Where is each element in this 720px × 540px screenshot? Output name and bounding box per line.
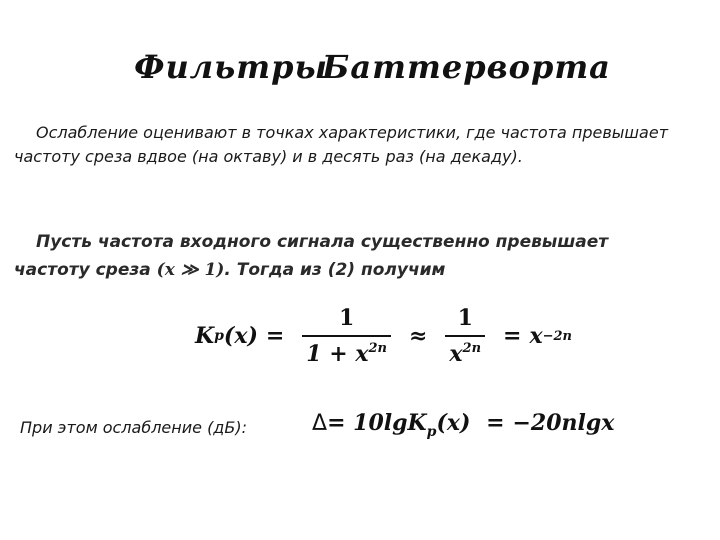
- title-part-2: Баттерворта: [322, 48, 611, 86]
- formula2-equals-2: =: [486, 410, 505, 436]
- formula2-part1-sub: p: [426, 424, 437, 440]
- formula2-delta: Δ: [312, 411, 328, 436]
- formula1-rhs-base: x: [529, 323, 543, 349]
- paragraph-high-frequency: [14, 228, 654, 284]
- condition-math: (x ≫ 1): [156, 260, 225, 280]
- paragraph-2-text-after: . Тогда из (2) получим: [224, 260, 446, 280]
- title-part-1: Фильтры: [134, 48, 329, 86]
- formula1-lhs-sub: p: [214, 328, 224, 344]
- fraction-2-den-exp: 2n: [462, 341, 482, 356]
- formula2-equals: =: [327, 410, 346, 436]
- transfer-approximation-formula: [195, 296, 572, 376]
- fraction-2-numerator: 1: [457, 305, 473, 331]
- formula1-lhs: K: [195, 323, 215, 349]
- formula1-lhs-arg: (x): [223, 323, 258, 349]
- fraction-1-den-exp: 2n: [368, 341, 387, 356]
- paragraph-1-text: Ослабление оценивают в точках характеристики, где частота превышает частоту среза вдвое (на октаву) и в десять раз (на декаду).: [14, 123, 669, 166]
- formula1-approx: ≈: [408, 323, 428, 349]
- formula2-rhs: −20nlgx: [512, 410, 615, 436]
- formula2-part1-arg: (x): [436, 410, 471, 436]
- formula1-equals-2: =: [503, 323, 522, 349]
- formula1-equals: =: [265, 323, 285, 349]
- fraction-1-den-base: 1 + x: [306, 341, 369, 367]
- slide-title: [0, 48, 720, 86]
- formula1-rhs-exp: −2n: [542, 328, 572, 344]
- formula2-part1: 10lgK: [353, 410, 427, 436]
- fraction-2-den-base: x: [449, 341, 463, 367]
- fraction-1-denominator: [302, 335, 391, 367]
- formula1-fraction-2: [445, 305, 485, 367]
- fraction-1-numerator: 1: [338, 305, 355, 331]
- attenuation-label: При этом ослабление (дБ):: [20, 418, 247, 437]
- formula1-fraction-1: [302, 305, 391, 367]
- attenuation-formula: [312, 410, 614, 440]
- fraction-2-denominator: [445, 335, 485, 367]
- paragraph-octave-decade: [14, 121, 714, 169]
- paragraph-2-text-before: Пусть частота входного сигнала существенно превышает частоту среза: [14, 232, 609, 280]
